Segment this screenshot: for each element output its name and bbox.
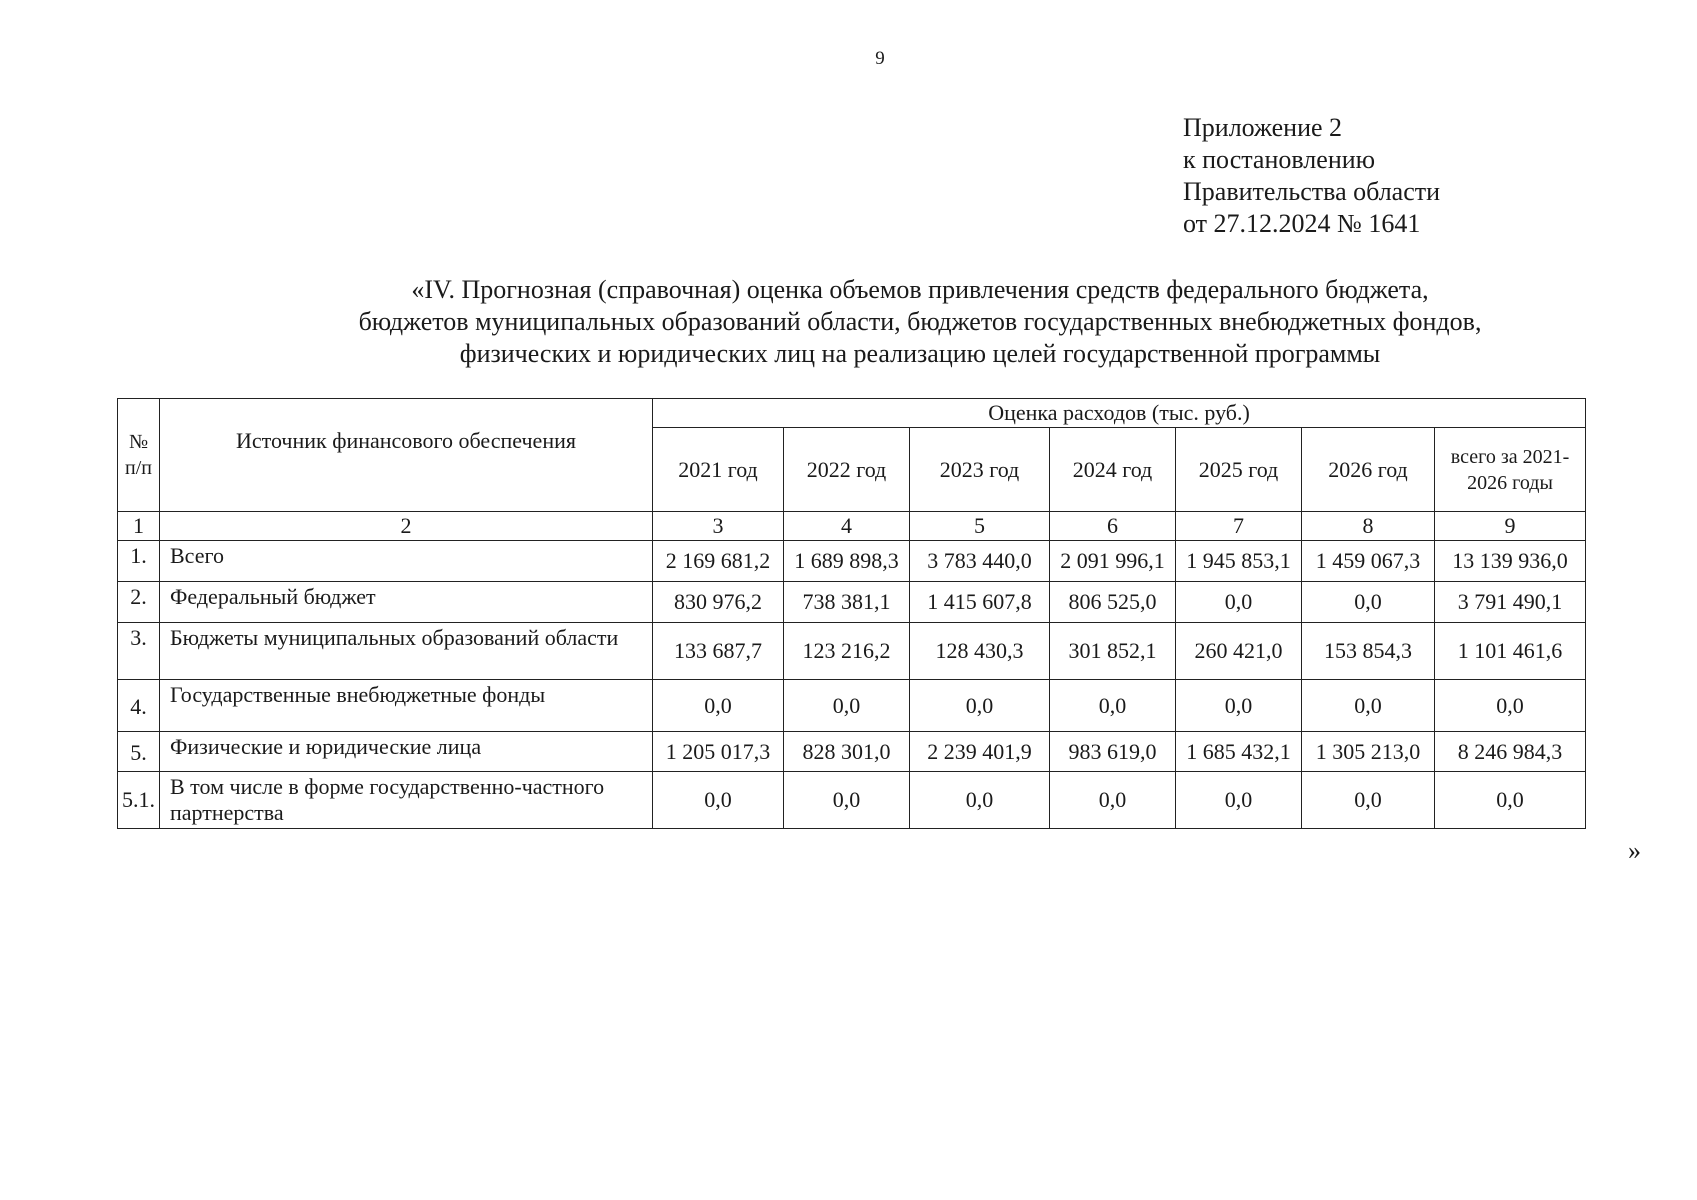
- row-num: 1.: [118, 541, 160, 582]
- row-value: 0,0: [1176, 582, 1302, 623]
- row-value: 1 305 213,0: [1302, 732, 1435, 772]
- row-value: 0,0: [653, 772, 784, 829]
- header-source: Источник финансового обеспечения: [160, 399, 653, 512]
- header-year: 2021 год: [653, 428, 784, 512]
- row-num: 2.: [118, 582, 160, 623]
- row-value: 1 205 017,3: [653, 732, 784, 772]
- row-value: 301 852,1: [1050, 623, 1176, 680]
- row-value: 0,0: [784, 680, 910, 732]
- appendix-line: Приложение 2: [1183, 113, 1343, 142]
- row-value: 828 301,0: [784, 732, 910, 772]
- table-row: [118, 732, 1586, 772]
- row-value: 0,0: [1176, 680, 1302, 732]
- row-value: 123 216,2: [784, 623, 910, 680]
- row-value: 0,0: [1302, 772, 1435, 829]
- index-cell: 2: [160, 512, 653, 541]
- row-value: 806 525,0: [1050, 582, 1176, 623]
- closing-quote: »: [1628, 836, 1641, 865]
- row-value: 1 415 607,8: [910, 582, 1050, 623]
- index-cell: 3: [653, 512, 784, 541]
- row-value: 3 791 490,1: [1435, 582, 1586, 623]
- table-row: [118, 623, 1586, 680]
- row-value: 0,0: [1050, 680, 1176, 732]
- financing-table: [117, 398, 1586, 829]
- row-value: 13 139 936,0: [1435, 541, 1586, 582]
- row-value: 3 783 440,0: [910, 541, 1050, 582]
- row-value: 0,0: [784, 772, 910, 829]
- title-line: бюджетов муниципальных образований области, бюджетов государственных внебюджетных фондов,: [358, 307, 1482, 336]
- row-value: 1 685 432,1: [1176, 732, 1302, 772]
- row-value: 1 101 461,6: [1435, 623, 1586, 680]
- row-value: 128 430,3: [910, 623, 1050, 680]
- row-value: 153 854,3: [1302, 623, 1435, 680]
- index-cell: 1: [118, 512, 160, 541]
- index-cell: 9: [1435, 512, 1586, 541]
- row-value: 2 239 401,9: [910, 732, 1050, 772]
- title-line: физических и юридических лиц на реализацию целей государственной программы: [459, 339, 1381, 368]
- row-value: 2 091 996,1: [1050, 541, 1176, 582]
- row-value: 0,0: [1435, 772, 1586, 829]
- table-row: [118, 582, 1586, 623]
- row-num: 5.: [118, 732, 160, 772]
- index-cell: 5: [910, 512, 1050, 541]
- header-year: 2022 год: [784, 428, 910, 512]
- row-value: 1 459 067,3: [1302, 541, 1435, 582]
- page-number: 9: [875, 48, 885, 69]
- index-cell: 6: [1050, 512, 1176, 541]
- row-value: 133 687,7: [653, 623, 784, 680]
- index-cell: 4: [784, 512, 910, 541]
- row-value: 260 421,0: [1176, 623, 1302, 680]
- row-value: 2 169 681,2: [653, 541, 784, 582]
- appendix-line: от 27.12.2024 № 1641: [1183, 209, 1421, 238]
- index-cell: 8: [1302, 512, 1435, 541]
- row-source: Всего: [160, 541, 653, 582]
- row-value: 983 619,0: [1050, 732, 1176, 772]
- appendix-line: к постановлению: [1183, 145, 1376, 174]
- appendix-line: Правительства области: [1183, 177, 1441, 206]
- row-num: 3.: [118, 623, 160, 680]
- header-total: всего за 2021-2026 годы: [1435, 428, 1586, 512]
- table-row: [118, 541, 1586, 582]
- row-value: 8 246 984,3: [1435, 732, 1586, 772]
- header-year: 2025 год: [1176, 428, 1302, 512]
- index-cell: 7: [1176, 512, 1302, 541]
- header-num: № п/п: [118, 399, 160, 512]
- section-title: [290, 274, 1550, 370]
- row-value: 1 689 898,3: [784, 541, 910, 582]
- header-row-group: [118, 399, 1586, 428]
- row-num: 5.1.: [118, 772, 160, 829]
- row-value: 830 976,2: [653, 582, 784, 623]
- title-line: «IV. Прогнозная (справочная) оценка объемов привлечения средств федерального бюджета,: [411, 275, 1429, 304]
- row-source: В том числе в форме государственно-частного партнерства: [160, 772, 653, 829]
- row-value: 0,0: [1435, 680, 1586, 732]
- header-year: 2026 год: [1302, 428, 1435, 512]
- row-source: Физические и юридические лица: [160, 732, 653, 772]
- row-num: 4.: [118, 680, 160, 732]
- appendix-note: [1183, 112, 1440, 240]
- header-year: 2023 год: [910, 428, 1050, 512]
- row-value: 0,0: [1176, 772, 1302, 829]
- header-year: 2024 год: [1050, 428, 1176, 512]
- row-source: Бюджеты муниципальных образований области: [160, 623, 653, 680]
- row-source: Федеральный бюджет: [160, 582, 653, 623]
- row-value: 0,0: [1302, 582, 1435, 623]
- header-expense-group: Оценка расходов (тыс. руб.): [653, 399, 1586, 428]
- row-value: 738 381,1: [784, 582, 910, 623]
- table-row: [118, 680, 1586, 732]
- row-source: Государственные внебюджетные фонды: [160, 680, 653, 732]
- row-value: 0,0: [910, 680, 1050, 732]
- row-value: 0,0: [1302, 680, 1435, 732]
- row-value: 0,0: [910, 772, 1050, 829]
- index-row: [118, 512, 1586, 541]
- row-value: 0,0: [1050, 772, 1176, 829]
- table-row: [118, 772, 1586, 829]
- row-value: 0,0: [653, 680, 784, 732]
- row-value: 1 945 853,1: [1176, 541, 1302, 582]
